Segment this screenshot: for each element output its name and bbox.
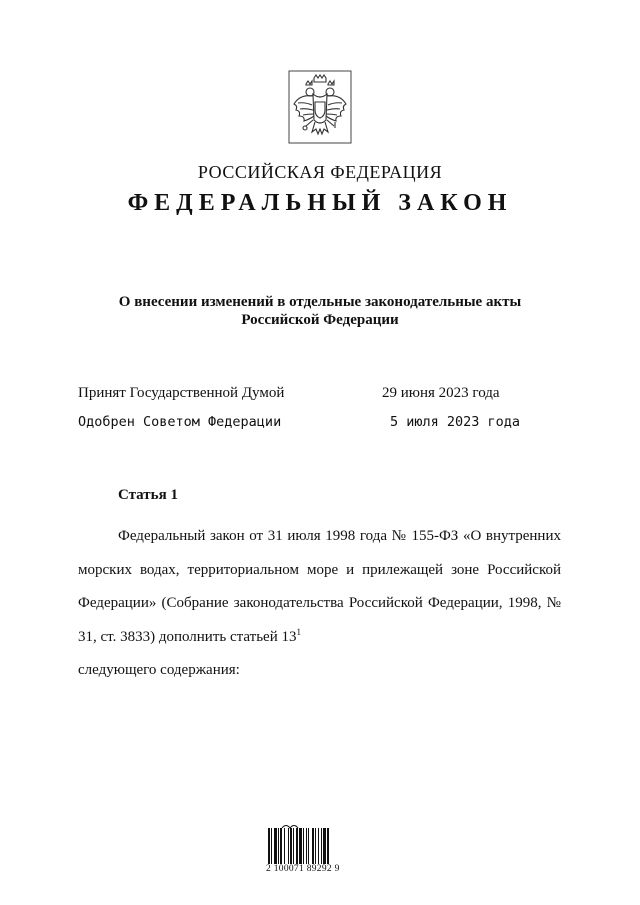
law-title-line-1: О внесении изменений в отдельные законодательные акты	[118, 294, 522, 310]
document-type: ФЕДЕРАЛЬНЫЙ ЗАКОН	[127, 190, 513, 216]
adoption-council-date: 5 июля 2023 года	[390, 414, 521, 430]
adoption-council-label: Одобрен Советом Федерации	[78, 414, 282, 430]
country-name: РОССИЙСКАЯ ФЕДЕРАЦИЯ	[197, 162, 443, 182]
law-title	[60, 293, 580, 329]
article-paragraph	[78, 520, 561, 654]
law-title-line-2: Российской Федерации	[241, 312, 399, 328]
article-heading: Статья 1	[118, 487, 178, 503]
adoption-duma-date: 29 июня 2023 года	[382, 385, 500, 401]
article-number-superscript: 1	[296, 626, 301, 637]
coat-of-arms-icon	[288, 70, 352, 144]
barcode-number: 2 100071 89292 9	[266, 864, 340, 874]
article-body	[78, 520, 561, 688]
article-text-main: Федеральный закон от 31 июля 1998 года № 155-ФЗ «О внутренних морских водах, территориальном море и прилежащей зоне Российской Федерации» (Собрание законодательства Российской Федерации, 1998, № 31, ст. 3833) дополнить статьей 13	[78, 528, 561, 645]
adoption-duma-label: Принят Государственной Думой	[78, 385, 285, 401]
barcode-icon	[268, 822, 352, 866]
article-text-tail: следующего содержания:	[78, 662, 240, 678]
